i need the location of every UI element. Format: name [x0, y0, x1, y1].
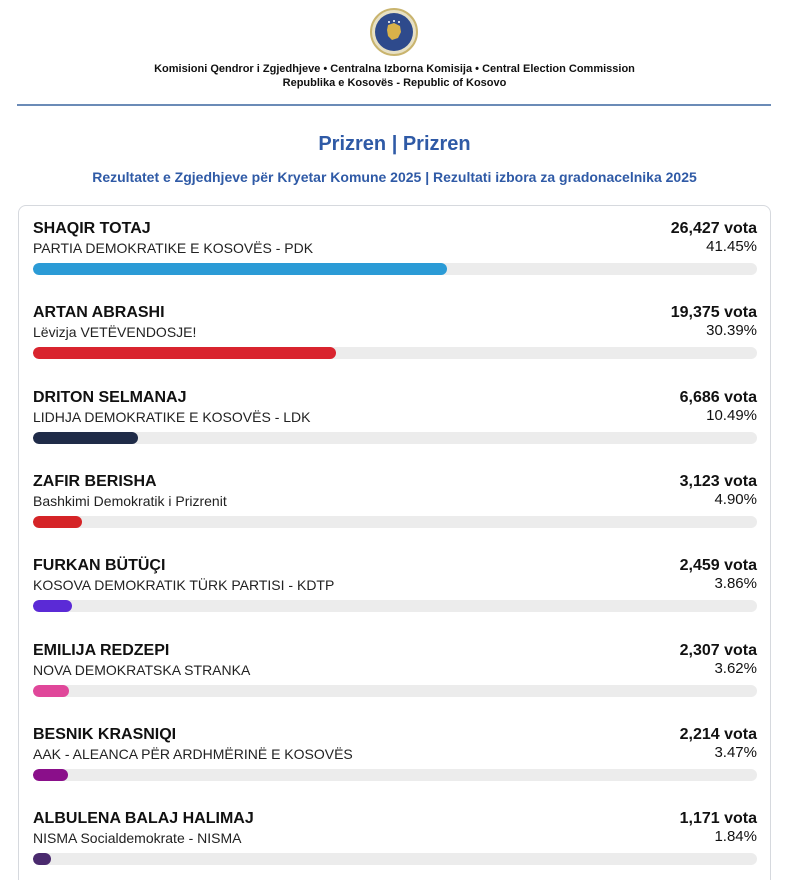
party-name: KOSOVA DEMOKRATIK TÜRK PARTISI - KDTP	[33, 577, 335, 593]
candidate-name: SHAQIR TOTAJ	[33, 220, 151, 237]
vote-count: 2,214 vota	[679, 726, 757, 743]
candidate-row	[33, 304, 757, 374]
candidate-name: BESNIK KRASNIQI	[33, 726, 177, 743]
vote-count: 2,307 vota	[679, 642, 757, 659]
page-title: Prizren | Prizren	[318, 133, 471, 155]
vote-share-bar-track	[33, 347, 757, 359]
vote-share-bar-fill	[33, 347, 336, 359]
vote-count: 19,375 vota	[670, 304, 757, 321]
party-name: Bashkimi Demokratik i Prizrenit	[33, 493, 227, 509]
vote-percentage: 4.90%	[714, 491, 757, 508]
vote-percentage: 30.39%	[706, 322, 757, 339]
candidate-name: ARTAN ABRASHI	[33, 304, 165, 321]
page-header	[0, 0, 789, 104]
candidate-row	[33, 389, 757, 459]
candidate-row	[33, 473, 757, 543]
vote-share-bar-fill	[33, 685, 69, 697]
candidate-name: ZAFIR BERISHA	[33, 473, 157, 490]
vote-share-bar-track	[33, 769, 757, 781]
vote-share-bar-track	[33, 516, 757, 528]
vote-count: 26,427 vota	[670, 220, 757, 237]
vote-count: 3,123 vota	[679, 473, 757, 490]
vote-share-bar-fill	[33, 769, 68, 781]
vote-share-bar-fill	[33, 853, 51, 865]
candidate-name: FURKAN BÜTÜÇI	[33, 557, 166, 574]
party-name: AAK - ALEANCA PËR ARDHMËRINË E KOSOVËS	[33, 746, 353, 762]
candidate-row	[33, 642, 757, 712]
vote-percentage: 41.45%	[706, 238, 757, 255]
party-name: LIDHJA DEMOKRATIKE E KOSOVËS - LDK	[33, 409, 311, 425]
results-card	[18, 205, 771, 880]
vote-percentage: 3.86%	[714, 575, 757, 592]
party-name: NISMA Socialdemokrate - NISMA	[33, 830, 242, 846]
vote-percentage: 10.49%	[706, 407, 757, 424]
org-name-line: Komisioni Qendror i Zgjedhjeve • Centralna Izborna Komisija • Central Election Commission	[154, 63, 635, 75]
vote-percentage: 3.62%	[714, 660, 757, 677]
vote-share-bar-fill	[33, 516, 82, 528]
vote-share-bar-track	[33, 853, 757, 865]
kosovo-cec-seal-icon	[370, 8, 418, 56]
vote-percentage: 1.84%	[714, 828, 757, 845]
vote-share-bar-track	[33, 263, 757, 275]
party-name: NOVA DEMOKRATSKA STRANKA	[33, 662, 251, 678]
candidate-name: DRITON SELMANAJ	[33, 389, 187, 406]
header-divider	[17, 104, 771, 106]
candidate-name: ALBULENA BALAJ HALIMAJ	[33, 810, 254, 827]
vote-share-bar-fill	[33, 263, 447, 275]
org-country-line: Republika e Kosovës - Republic of Kosovo	[282, 77, 507, 89]
vote-share-bar-fill	[33, 432, 138, 444]
vote-share-bar-track	[33, 685, 757, 697]
page-subtitle: Rezultatet e Zgjedhjeve për Kryetar Komune 2025 | Rezultati izbora za gradonacelnika 2025	[92, 169, 697, 185]
candidate-row	[33, 726, 757, 796]
vote-share-bar-fill	[33, 600, 72, 612]
candidate-name: EMILIJA REDZEPI	[33, 642, 170, 659]
party-name: Lëvizja VETËVENDOSJE!	[33, 324, 197, 340]
vote-share-bar-track	[33, 432, 757, 444]
vote-percentage: 3.47%	[714, 744, 757, 761]
vote-count: 1,171 vota	[679, 810, 757, 827]
vote-count: 2,459 vota	[679, 557, 757, 574]
candidate-row	[33, 557, 757, 627]
candidate-row	[33, 810, 757, 880]
vote-share-bar-track	[33, 600, 757, 612]
candidate-row	[33, 220, 757, 290]
vote-count: 6,686 vota	[679, 389, 757, 406]
party-name: PARTIA DEMOKRATIKE E KOSOVËS - PDK	[33, 240, 314, 256]
